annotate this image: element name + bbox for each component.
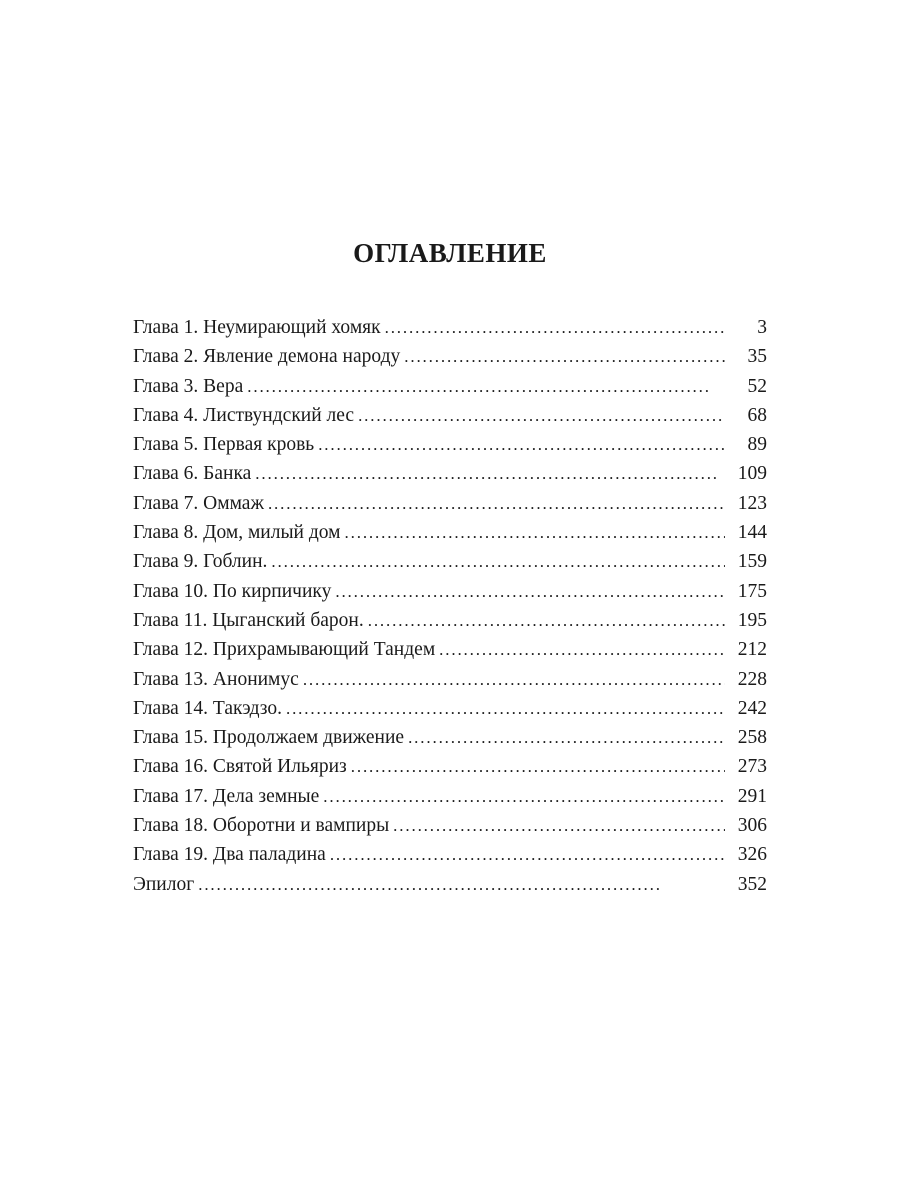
toc-entry-page: 144 [737,522,767,544]
dot-leader [368,606,725,635]
dot-leader [303,665,725,694]
toc-entry-title: Эпилог [133,873,195,895]
toc-entry-title: Глава 19. Два паладина [133,844,326,866]
toc-entry[interactable] [133,342,767,371]
toc-entry[interactable] [133,489,767,518]
toc-entry-title: Глава 10. По кирпичику [133,580,332,602]
table-of-contents [133,313,767,899]
dot-leader [351,752,725,781]
toc-entry[interactable] [133,518,767,547]
dot-leader [385,313,725,342]
toc-entry-title: Глава 18. Оборотни и вампиры [133,815,390,837]
toc-entry[interactable] [133,577,767,606]
toc-entry[interactable] [133,401,767,430]
toc-entry-title: Глава 3. Вера [133,375,244,397]
dot-leader [330,840,725,869]
toc-entry-title: Глава 4. Листвундский лес [133,404,355,426]
toc-entry[interactable] [133,782,767,811]
toc-entry-title: Глава 9. Гоблин. [133,551,268,573]
toc-entry-title: Глава 8. Дом, милый дом [133,522,341,544]
dot-leader [198,870,725,899]
toc-entry-page: 159 [737,551,767,573]
dot-leader [345,518,725,547]
toc-entry[interactable] [133,665,767,694]
toc-entry[interactable] [133,635,767,664]
toc-entry-page: 291 [737,785,767,807]
dot-leader [335,577,725,606]
dot-leader [358,401,725,430]
dot-leader [408,723,725,752]
toc-entry-page: 273 [737,756,767,778]
toc-entry[interactable] [133,694,767,723]
toc-entry[interactable] [133,840,767,869]
dot-leader [247,372,725,401]
toc-entry-page: 35 [747,346,767,368]
dot-leader [318,430,725,459]
dot-leader [271,547,725,576]
dot-leader [439,635,725,664]
toc-entry-page: 68 [747,404,767,426]
toc-entry[interactable] [133,723,767,752]
toc-entry-page: 195 [737,609,767,631]
toc-entry-page: 306 [737,815,767,837]
toc-entry-page: 258 [737,727,767,749]
page-title: ОГЛАВЛЕНИЕ [353,238,547,268]
toc-entry-title: Глава 1. Неумирающий хомяк [133,317,381,338]
toc-entry-page: 109 [737,463,767,485]
toc-entry[interactable] [133,547,767,576]
toc-entry-page: 3 [757,317,767,338]
toc-entry[interactable] [133,752,767,781]
dot-leader [286,694,725,723]
toc-entry-page: 52 [747,375,767,397]
dot-leader [255,459,725,488]
toc-entry-page: 212 [737,639,767,661]
toc-entry-page: 228 [737,668,767,690]
toc-entry-page: 326 [737,844,767,866]
toc-entry[interactable] [133,606,767,635]
dot-leader [323,782,725,811]
toc-entry[interactable] [133,430,767,459]
toc-entry-title: Глава 17. Дела земные [133,785,320,807]
toc-entry[interactable] [133,870,767,899]
toc-entry-title: Глава 11. Цыганский барон. [133,609,364,631]
dot-leader [268,489,725,518]
toc-entry-title: Глава 13. Анонимус [133,668,299,690]
toc-entry-title: Глава 14. Такэдзо. [133,697,282,719]
toc-entry-page: 175 [737,580,767,602]
toc-entry-title: Глава 7. Оммаж [133,492,264,514]
toc-entry[interactable] [133,372,767,401]
toc-entry-title: Глава 12. Прихрамывающий Тандем [133,639,436,661]
toc-entry-page: 89 [747,434,767,456]
toc-entry[interactable] [133,459,767,488]
toc-entry-title: Глава 15. Продолжаем движение [133,727,405,749]
toc-entry-title: Глава 16. Святой Ильяриз [133,756,347,778]
toc-entry-page: 123 [737,492,767,514]
toc-entry-title: Глава 6. Банка [133,463,252,485]
toc-entry[interactable] [133,811,767,840]
toc-entry-page: 242 [737,697,767,719]
toc-entry[interactable] [133,313,767,342]
toc-entry-page: 352 [737,873,767,895]
dot-leader [393,811,725,840]
dot-leader [404,342,725,371]
toc-entry-title: Глава 2. Явление демона народу [133,346,401,368]
toc-entry-title: Глава 5. Первая кровь [133,434,315,456]
